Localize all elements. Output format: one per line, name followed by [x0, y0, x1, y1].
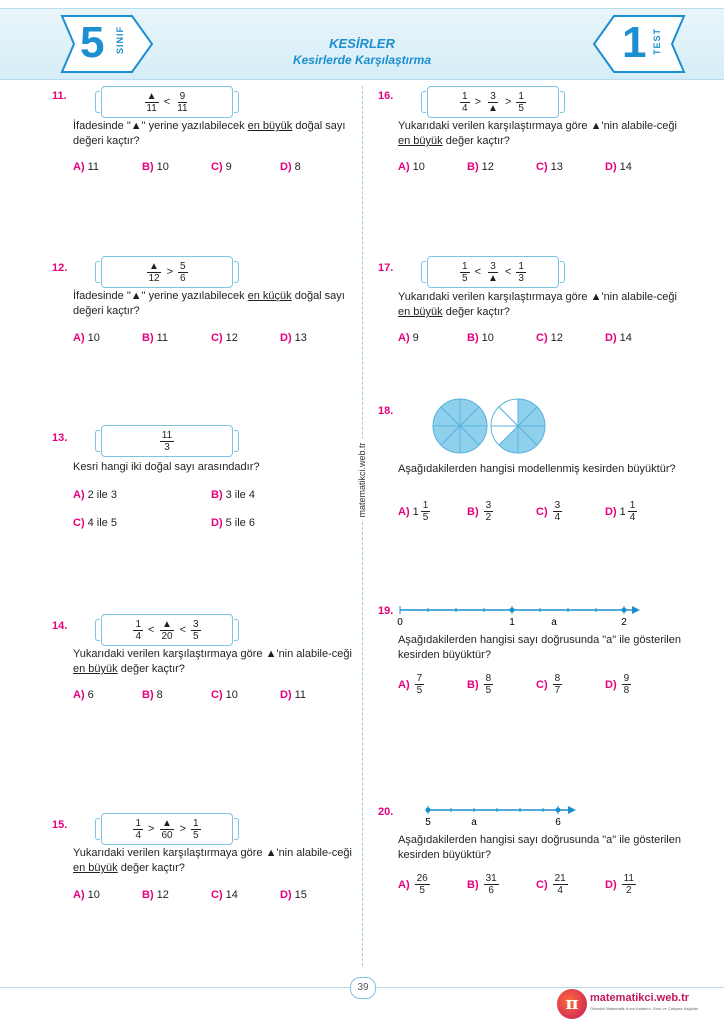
expression-box: $\frac{▲}{12}$ > $\frac{5}{6}$	[101, 256, 233, 288]
option-a[interactable]: A) $\frac{7}{5}$	[398, 673, 423, 696]
option-d[interactable]: D) $\frac{9}{8}$	[605, 673, 630, 696]
option-a[interactable]: A) 2 ile 3	[73, 489, 117, 501]
option-b[interactable]: B) 12	[467, 161, 494, 173]
tick-label: 6	[555, 817, 561, 828]
column-divider	[362, 86, 363, 966]
option-c[interactable]: C) 4 ile 5	[73, 517, 117, 529]
option-a[interactable]: A) 6	[73, 689, 94, 701]
option-a[interactable]: A) 10	[73, 889, 100, 901]
tick-label: 5	[425, 817, 431, 828]
option-c[interactable]: C) 9	[211, 161, 232, 173]
option-b[interactable]: B) 3 ile 4	[211, 489, 255, 501]
expression-box: $\frac{1}{5}$ < $\frac{3}{▲}$ < $\frac{1}{3}$	[427, 256, 559, 288]
option-a[interactable]: A) $\frac{26}{5}$	[398, 873, 428, 896]
option-a[interactable]: A) 9	[398, 332, 419, 344]
option-c[interactable]: C) 10	[211, 689, 238, 701]
expression-box: $\frac{1}{4}$ < $\frac{▲}{20}$ < $\frac{3}{5}$	[101, 614, 233, 646]
side-url: matematikci.web.tr	[355, 438, 369, 521]
option-c[interactable]: C) $\frac{21}{4}$	[536, 873, 566, 896]
option-d[interactable]: D) 5 ile 6	[211, 517, 255, 529]
option-b[interactable]: B) $\frac{31}{6}$	[467, 873, 497, 896]
option-b[interactable]: B) 10	[142, 161, 169, 173]
test-label: TEST	[652, 28, 662, 56]
option-b[interactable]: B) $\frac{8}{5}$	[467, 673, 492, 696]
question-stem: Aşağıdakilerden hangisi sayı doğrusunda "a" ile gösterilen kesirden büyüktür?	[398, 834, 681, 861]
question-stem: Aşağıdakilerden hangisi modellenmiş kesirden büyüktür?	[398, 463, 676, 475]
logo-text[interactable]: matematikci.web.tr	[590, 992, 690, 1004]
question-number: 12.	[52, 262, 68, 274]
tick-label: 1	[509, 617, 515, 628]
option-c[interactable]: C) 13	[536, 161, 563, 173]
option-b[interactable]: B) 11	[142, 332, 169, 344]
grade-number: 5	[80, 18, 105, 67]
page-number: 39	[350, 977, 376, 999]
option-c[interactable]: C) 12	[536, 332, 563, 344]
point-a-label: a	[551, 617, 557, 628]
question-number: 14.	[52, 620, 68, 632]
option-c[interactable]: C) $\frac{3}{4}$	[536, 500, 561, 523]
pi-logo-icon: π	[557, 989, 587, 1019]
option-d[interactable]: D) $\frac{11}{2}$	[605, 873, 634, 896]
option-d[interactable]: D) 11	[280, 689, 307, 701]
option-b[interactable]: B) 10	[467, 332, 494, 344]
tick-label: 0	[397, 617, 403, 628]
option-b[interactable]: B) $\frac{3}{2}$	[467, 500, 492, 523]
option-b[interactable]: B) 8	[142, 689, 163, 701]
option-a[interactable]: A) 10	[398, 161, 425, 173]
logo-subtext: Ortaokul Matematik Konu Anlatımı, Soru ve Çalışma Kağıtları	[590, 1006, 699, 1011]
question-stem: Kesri hangi iki doğal sayı arasındadır?	[73, 461, 260, 473]
number-line	[392, 604, 642, 628]
option-a[interactable]: A) 11	[73, 161, 100, 173]
option-d[interactable]: D) 14	[605, 161, 632, 173]
option-c[interactable]: C) 12	[211, 332, 238, 344]
page-title: KESİRLER	[329, 36, 395, 51]
expression-box: $\frac{11}{3}$	[101, 425, 233, 457]
option-a[interactable]: A) 1 $\frac{1}{5}$	[398, 500, 429, 523]
question-stem: Yukarıdaki verilen karşılaştırmaya göre ▲'nin alabile-ceği en büyük değer kaçtır?	[73, 847, 352, 874]
question-number: 18.	[378, 405, 394, 417]
circle-model-whole	[433, 399, 487, 453]
expression-box: $\frac{1}{4}$ > $\frac{3}{▲}$ > $\frac{1}{5}$	[427, 86, 559, 118]
grade-label: SINIF	[115, 26, 125, 55]
option-c[interactable]: C) 14	[211, 889, 238, 901]
question-stem: Yukarıdaki verilen karşılaştırmaya göre ▲'nin alabile-ceği en büyük değer kaçtır?	[398, 291, 677, 318]
question-number: 11.	[52, 90, 67, 102]
fraction: $\frac{9}{11}$	[177, 90, 188, 114]
expression-box: $\frac{▲}{11}$ < $\frac{9}{11}$	[101, 86, 233, 118]
option-d[interactable]: D) 15	[280, 889, 307, 901]
tick-label: 2	[621, 617, 627, 628]
option-a[interactable]: A) 10	[73, 332, 100, 344]
option-d[interactable]: D) 1 $\frac{1}{4}$	[605, 500, 636, 523]
question-stem: Yukarıdaki verilen karşılaştırmaya göre ▲'nin alabile-ceği en büyük değer kaçtır?	[73, 648, 352, 675]
option-c[interactable]: C) $\frac{8}{7}$	[536, 673, 561, 696]
question-stem: Aşağıdakilerden hangisi sayı doğrusunda "a" ile gösterilen kesirden büyüktür?	[398, 634, 681, 661]
question-number: 19.	[378, 605, 394, 617]
question-number: 16.	[378, 90, 394, 102]
question-number: 20.	[378, 806, 394, 818]
circle-model	[430, 396, 550, 456]
question-stem: Yukarıdaki verilen karşılaştırmaya göre ▲'nin alabile-ceği en büyük değer kaçtır?	[398, 120, 677, 147]
number-line	[418, 804, 583, 828]
question-number: 15.	[52, 819, 68, 831]
page-subtitle: Kesirlerde Karşılaştırma	[292, 53, 432, 67]
option-d[interactable]: D) 8	[280, 161, 301, 173]
question-stem: İfadesinde "▲" yerine yazılabilecek en büyük doğal sayı değeri kaçtır?	[73, 120, 346, 147]
fraction: $\frac{▲}{11}$	[146, 90, 157, 114]
circle-model-partial	[491, 399, 545, 453]
option-b[interactable]: B) 12	[142, 889, 169, 901]
expression-box: $\frac{1}{4}$ > $\frac{▲}{60}$ > $\frac{1}{5}$	[101, 813, 233, 845]
question-number: 17.	[378, 262, 394, 274]
test-number: 1	[622, 18, 647, 67]
question-stem: İfadesinde "▲" yerine yazılabilecek en küçük doğal sayı değeri kaçtır?	[73, 290, 345, 317]
option-d[interactable]: D) 14	[605, 332, 632, 344]
option-d[interactable]: D) 13	[280, 332, 307, 344]
question-number: 13.	[52, 432, 68, 444]
point-a-label: a	[471, 817, 477, 828]
